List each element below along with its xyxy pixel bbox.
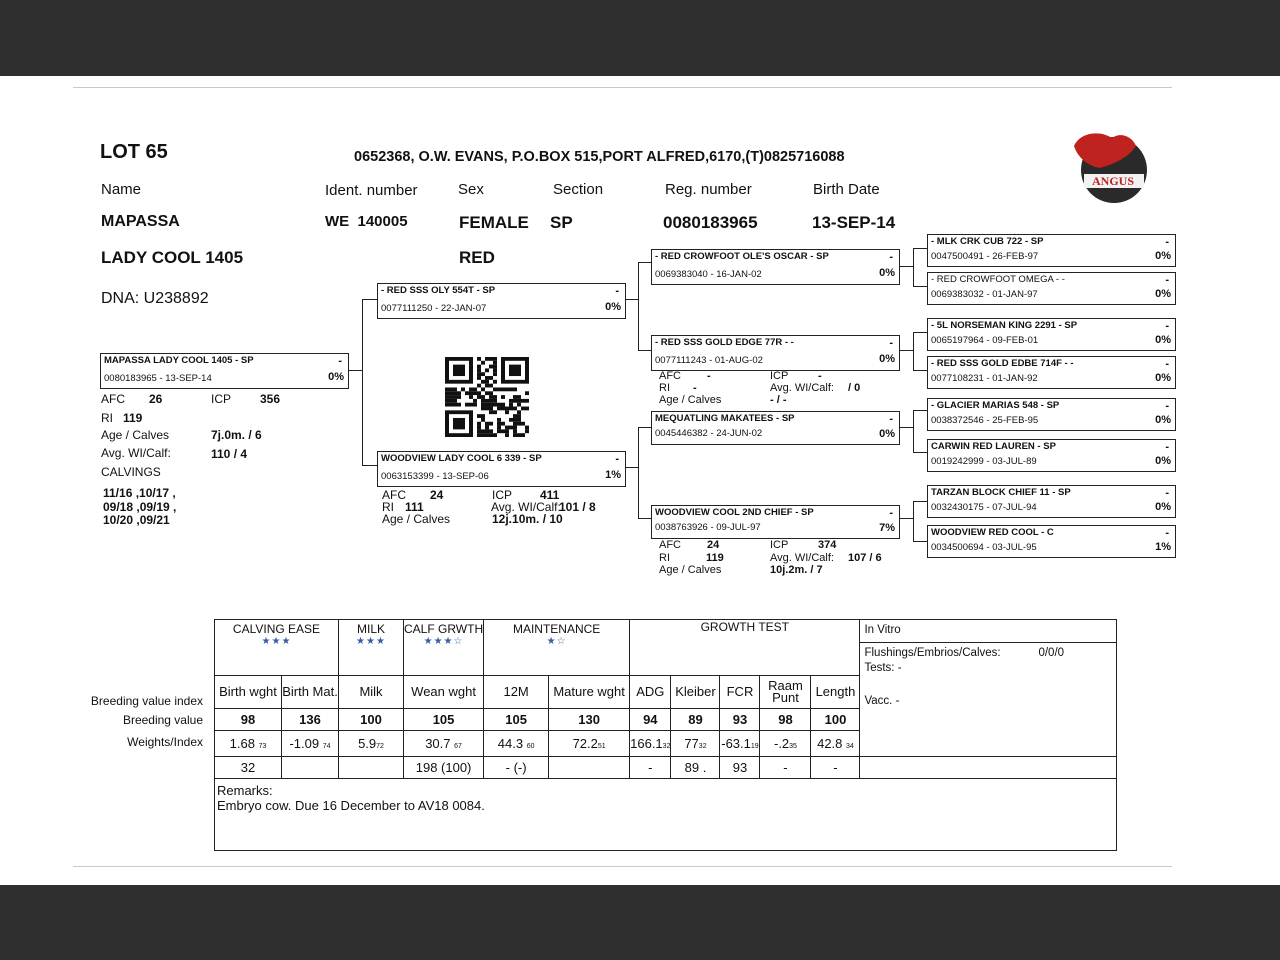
gp4-icp: 374 (818, 539, 837, 551)
ggp-box-2: - RED CROWFOOT OMEGA - - - 0069383032 - 01-JAN-97 0% (927, 272, 1176, 305)
bv-value-row: 1.68 73 -1.09 74 5.972 30.7 67 44.3 60 72.251 166.132 7732 -63.119 -.235 42.8 34 (215, 731, 1117, 757)
ggp-box-6: CARWIN RED LAUREN - SP - 0019242999 - 03-JUL-89 0% (927, 439, 1176, 472)
subject-box: MAPASSA LADY COOL 1405 - SP - 0080183965 - 13-SEP-14 0% (100, 353, 349, 389)
animal-section: SP (550, 213, 573, 232)
calvings-line-1: 11/16 ,10/17 , (103, 486, 176, 500)
subject-avg-label: Avg. WI/Calf: (101, 446, 171, 460)
gp2-age: - / - (770, 394, 787, 406)
animal-sex: FEMALE (459, 213, 529, 232)
remarks-label: Remarks: (217, 783, 273, 798)
group-calf-growth: CALF GRWTH ★★★☆ (404, 620, 484, 676)
remarks-row (215, 779, 1117, 851)
ggp-box-7: TARZAN BLOCK CHIEF 11 - SP - 0032430175 - 07-JUL-94 0% (927, 485, 1176, 518)
gp-box-1: - RED CROWFOOT OLE'S OSCAR - SP - 0069383040 - 16-JAN-02 0% (651, 249, 900, 285)
bv-weights-row: 32 198 (100) - (-) - 89 . 93 - - (215, 757, 1117, 779)
header-ident: Ident. number (325, 182, 418, 199)
invitro-panel (860, 620, 1117, 757)
flushings-value: 0/0/0 (1038, 647, 1065, 659)
calvings-line-2: 09/18 ,09/19 , (103, 500, 177, 514)
dam-icp-label: ICP (492, 488, 513, 502)
calvings-line-3: 10/20 ,09/21 (103, 513, 170, 527)
header-birth: Birth Date (813, 181, 880, 198)
gp2-avg: / 0 (848, 382, 861, 394)
animal-ident: WE 140005 (325, 213, 408, 230)
top-dark-bar (0, 0, 1280, 76)
milk-stars: ★★★ (356, 636, 386, 647)
dam-afc-label: AFC (382, 488, 406, 502)
gp-box-2: - RED SSS GOLD EDGE 77R - - - 0077111243 - 01-AUG-02 0% (651, 335, 900, 371)
subject-age: 7j.0m. / 6 (211, 428, 262, 442)
subject-icp: 356 (260, 392, 281, 406)
subject-afc: 26 (149, 392, 163, 406)
gp4-afc-label: AFC (659, 539, 681, 551)
gp2-age-label: Age / Calves (659, 394, 722, 406)
gp4-ri-label: RI (659, 552, 670, 564)
dam-ri-label: RI (382, 500, 394, 514)
ggp-box-8: WOODVIEW RED COOL - C - 0034500694 - 03-JUL-95 1% (927, 525, 1176, 558)
breeder-info: 0652368, O.W. EVANS, P.O.BOX 515,PORT ALFRED,6170,(T)0825716088 (354, 149, 845, 165)
dam-icp: 411 (540, 488, 560, 502)
gp4-age: 10j.2m. / 7 (770, 564, 823, 576)
dam-avg: 101 / 8 (559, 500, 596, 514)
ggp-box-1: - MLK CRK CUB 722 - SP - 0047500491 - 26-FEB-97 0% (927, 234, 1176, 267)
ggp-box-5: - GLACIER MARIAS 548 - SP - 0038372546 - 25-FEB-95 0% (927, 398, 1176, 431)
subject-age-label: Age / Calves (101, 428, 170, 442)
gp-box-3: MEQUATLING MAKATEES - SP - 0045446382 - 24-JUN-02 0% (651, 411, 900, 445)
animal-name-2: LADY COOL 1405 (101, 248, 244, 267)
calving-stars: ★★★ (261, 636, 292, 647)
animal-name-1: MAPASSA (101, 213, 180, 230)
group-maintenance: MAINTENANCE ★☆ (484, 620, 630, 676)
gp-box-4: WOODVIEW COOL 2ND CHIEF - SP - 0038763926 - 09-JUL-97 7% (651, 505, 900, 539)
lot-number: LOT 65 (100, 141, 168, 163)
animal-color: RED (459, 248, 495, 267)
row-label-value: Breeding value (122, 713, 203, 727)
group-milk: MILK ★★★ (339, 620, 404, 676)
gp4-avg: 107 / 6 (848, 552, 882, 564)
maint-stars: ★☆ (546, 636, 567, 647)
bottom-divider (73, 866, 1172, 867)
header-name: Name (101, 181, 142, 198)
gp2-ri-label: RI (659, 382, 670, 394)
animal-birth: 13-SEP-14 (812, 213, 896, 232)
subject-icp-label: ICP (211, 392, 232, 406)
dam-ri: 111 (405, 500, 424, 514)
gp4-icp-label: ICP (770, 539, 789, 551)
group-calving-ease: CALVING EASE ★★★ (215, 620, 339, 676)
subject-ri-label: RI (101, 411, 113, 425)
tests-value: Tests: - (864, 662, 902, 674)
dna-number: DNA: U238892 (101, 290, 209, 307)
group-growth-test: GROWTH TEST (630, 620, 860, 676)
gp4-age-label: Age / Calves (659, 564, 722, 576)
dam-avg-label: Avg. WI/Calf: (491, 500, 561, 514)
gp4-ri: 119 (706, 552, 724, 564)
dam-age: 12j.10m. / 10 (492, 512, 563, 526)
header-section: Section (553, 181, 604, 198)
vacc-value: Vacc. - (864, 695, 900, 707)
remarks-text: Embryo cow. Due 16 December to AV18 0084. (217, 798, 485, 813)
gp2-icp: - (818, 370, 822, 382)
row-label-weights: Weights/Index (127, 735, 203, 749)
angus-logo (1070, 128, 1150, 204)
subject-ri: 119 (123, 411, 143, 425)
flushings-label: Flushings/Embrios/Calves: (864, 647, 1001, 659)
gp2-afc-label: AFC (659, 370, 681, 382)
gp2-avg-label: Avg. WI/Calf: (770, 382, 834, 394)
sire-box: - RED SSS OLY 554T - SP - 0077111250 - 22-JAN-07 0% (377, 283, 626, 319)
breeding-value-table (214, 619, 1117, 851)
gp2-afc: - (707, 370, 711, 382)
subject-avg: 110 / 4 (211, 447, 248, 461)
gp4-afc: 24 (707, 539, 720, 551)
calf-stars: ★★★☆ (423, 636, 464, 647)
qr-code (445, 357, 529, 437)
gp4-avg-label: Avg. WI/Calf: (770, 552, 834, 564)
ggp-box-4: - RED SSS GOLD EDBE 714F - - - 0077108231 - 01-JAN-92 0% (927, 356, 1176, 389)
bv-column-header-row: Birth wght Birth Mat. Milk Wean wght 12M Mature wght ADG Kleiber FCR Raam Punt Length (215, 675, 1117, 708)
dam-age-label: Age / Calves (382, 512, 451, 526)
bv-index-row: 98 136 100 105 105 130 94 89 93 98 100 (215, 708, 1117, 730)
row-label-index: Breeding value index (90, 694, 203, 708)
gp2-ri: - (693, 382, 697, 394)
top-divider (73, 87, 1172, 88)
invitro-label: In Vitro (864, 624, 901, 636)
dam-afc: 24 (430, 488, 444, 502)
header-sex: Sex (458, 181, 484, 198)
dam-box: WOODVIEW LADY COOL 6 339 - SP - 0063153399 - 13-SEP-06 1% (377, 451, 626, 487)
logo-text: ANGUS (1092, 174, 1135, 188)
gp2-icp-label: ICP (770, 370, 789, 382)
header-reg: Reg. number (665, 181, 752, 198)
subject-afc-label: AFC (101, 392, 125, 406)
ggp-box-3: - 5L NORSEMAN KING 2291 - SP - 0065197964 - 09-FEB-01 0% (927, 318, 1176, 351)
bottom-dark-bar (0, 885, 1280, 960)
animal-reg: 0080183965 (663, 213, 758, 232)
calvings-label: CALVINGS (101, 465, 161, 479)
